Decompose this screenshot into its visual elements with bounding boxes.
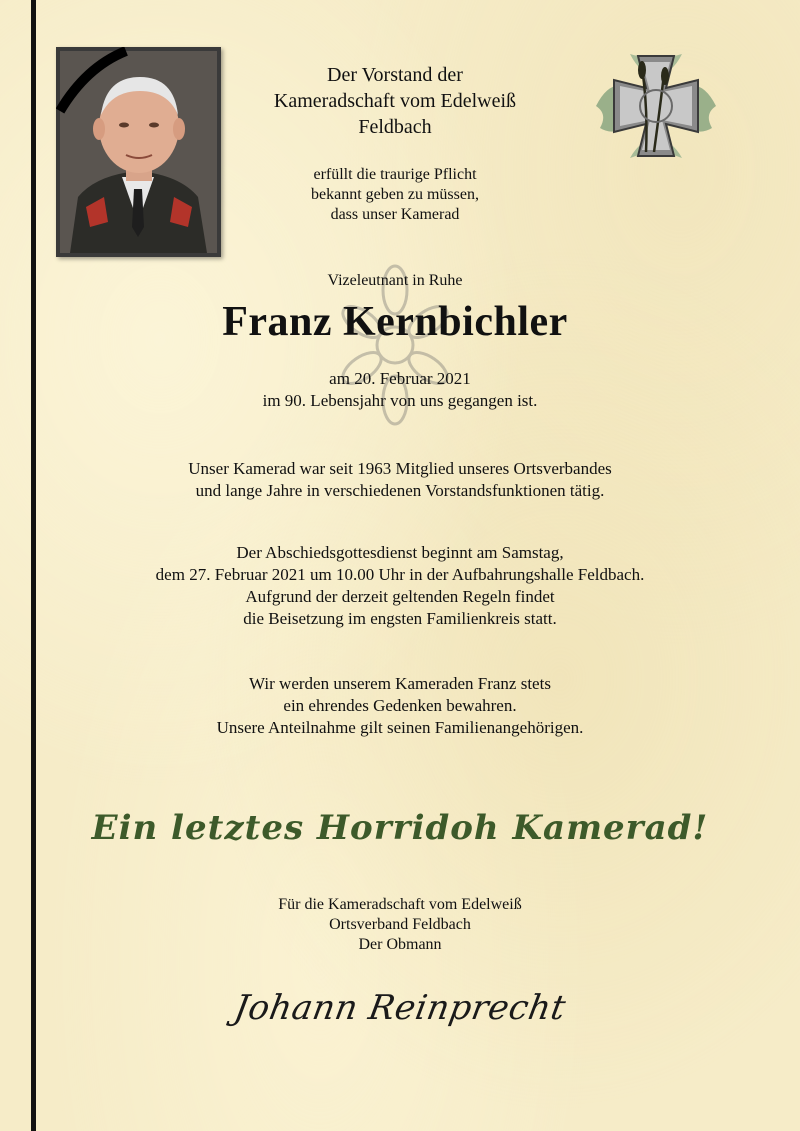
membership-paragraph: [0, 458, 800, 502]
intro-line: bekannt geben zu müssen,: [311, 186, 479, 203]
intro-line: dass unser Kamerad: [330, 206, 460, 223]
signoff: [0, 895, 800, 955]
farewell-salute: Ein letztes Horridoh Kamerad!: [91, 808, 709, 848]
paragraph-line: Unsere Anteilnahme gilt seinen Familienangehörigen.: [216, 718, 584, 737]
intro-line: erfüllt die traurige Pflicht: [313, 166, 477, 183]
deceased-rank: Vizeleutnant in Ruhe: [327, 272, 463, 289]
header-line: Der Vorstand der: [327, 64, 463, 86]
service-paragraph: [0, 542, 800, 630]
paragraph-line: ein ehrendes Gedenken bewahren.: [283, 696, 517, 715]
death-line: am 20. Februar 2021: [329, 369, 471, 388]
header-line: Feldbach: [358, 116, 432, 138]
paragraph-line: Wir werden unserem Kameraden Franz stets: [249, 674, 551, 693]
signoff-line: Für die Kameradschaft vom Edelweiß: [278, 896, 522, 913]
header-line: Kameradschaft vom Edelweiß: [273, 90, 517, 112]
intro-text: [150, 165, 640, 225]
death-line: im 90. Lebensjahr von uns gegangen ist.: [262, 391, 538, 410]
paragraph-line: die Beisetzung im engsten Familienkreis statt.: [243, 609, 557, 628]
handwritten-signature: Johann Reinprecht: [231, 988, 569, 1028]
signoff-line: Ortsverband Feldbach: [329, 916, 471, 933]
remembrance-paragraph: [0, 673, 800, 739]
association-header: [150, 62, 640, 140]
paragraph-line: Der Abschiedsgottesdienst beginnt am Samstag,: [236, 543, 564, 562]
paragraph-line: und lange Jahre in verschiedenen Vorstandsfunktionen tätig.: [195, 481, 605, 500]
paragraph-line: dem 27. Februar 2021 um 10.00 Uhr in der Aufbahrungshalle Feldbach.: [155, 565, 645, 584]
signoff-line: Der Obmann: [358, 936, 442, 953]
paragraph-line: Unser Kamerad war seit 1963 Mitglied unseres Ortsverbandes: [188, 459, 612, 478]
deceased-name: Franz Kernbichler: [222, 299, 568, 345]
death-notice: [0, 368, 800, 412]
paragraph-line: Aufgrund der derzeit geltenden Regeln findet: [245, 587, 555, 606]
